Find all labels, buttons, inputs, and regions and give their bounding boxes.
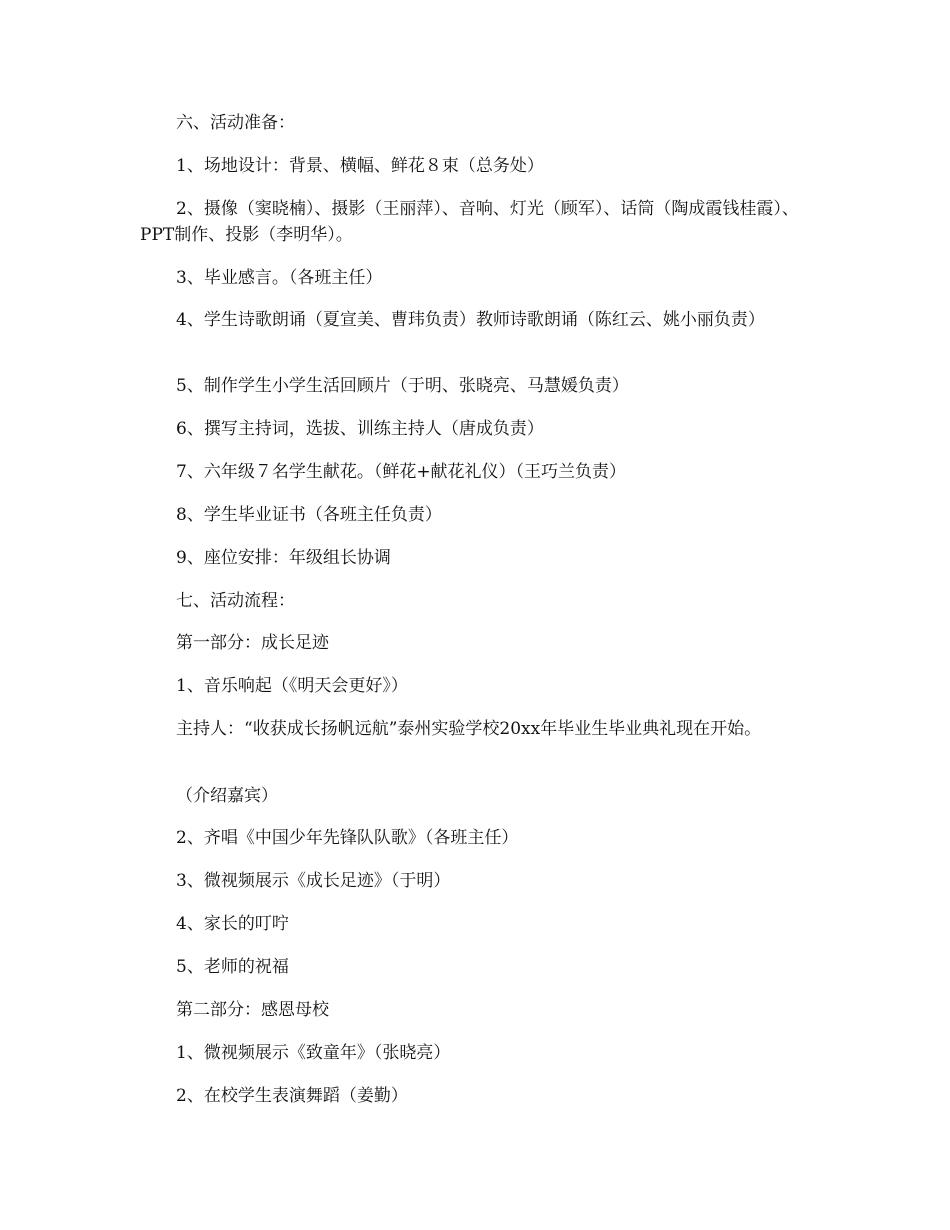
prep-item-2: 2、摄像（窦晓楠）、摄影（王丽萍）、音响、灯光（顾军）、话筒（陶成霞钱桂霞）、PPT制作、投影（李明华）。 [140, 199, 799, 245]
section-part-two: 第二部分：感恩母校 [176, 1000, 329, 1020]
part-two-item-1: 1、微视频展示《致童年》（张晓亮） [176, 1043, 451, 1063]
prep-item-5: 5、制作学生小学生活回顾片（于明、张晓亮、马慧媛负责） [176, 376, 629, 396]
prep-item-8: 8、学生毕业证书（各班主任负责） [176, 505, 442, 525]
prep-item-3: 3、毕业感言。（各班主任） [176, 268, 383, 288]
part-one-item-1: 1、音乐响起（《明天会更好》） [176, 676, 408, 696]
part-two-item-2: 2、在校学生表演舞蹈（姜勤） [176, 1086, 408, 1106]
introduce-guests: （介绍嘉宾） [176, 786, 278, 806]
section-part-one: 第一部分：成长足迹 [176, 633, 329, 653]
prep-item-4: 4、学生诗歌朗诵（夏宣美、曹玮负责）教师诗歌朗诵（陈红云、姚小丽负责） [176, 310, 765, 330]
prep-item-6: 6、撰写主持词，选拔、训练主持人（唐成负责） [176, 419, 544, 439]
heading-activity-process: 七、活动流程： [176, 591, 295, 611]
part-one-item-4: 4、家长的叮咛 [176, 914, 289, 934]
prep-item-9: 9、座位安排：年级组长协调 [176, 548, 391, 568]
part-one-item-5: 5、老师的祝福 [176, 957, 289, 977]
host-opening-line: 主持人：“收获成长扬帆远航”泰州实验学校20xx年毕业生毕业典礼现在开始。 [176, 719, 762, 739]
heading-activity-preparation: 六、活动准备： [176, 113, 295, 133]
prep-item-1: 1、场地设计：背景、横幅、鲜花８束（总务处） [176, 156, 544, 176]
part-one-item-2: 2、齐唱《中国少年先锋队队歌》（各班主任） [176, 828, 519, 848]
prep-item-7: 7、六年级７名学生献花。（鲜花+献花礼仪）（王巧兰负责） [176, 462, 627, 482]
part-one-item-3: 3、微视频展示《成长足迹》（于明） [176, 871, 451, 891]
